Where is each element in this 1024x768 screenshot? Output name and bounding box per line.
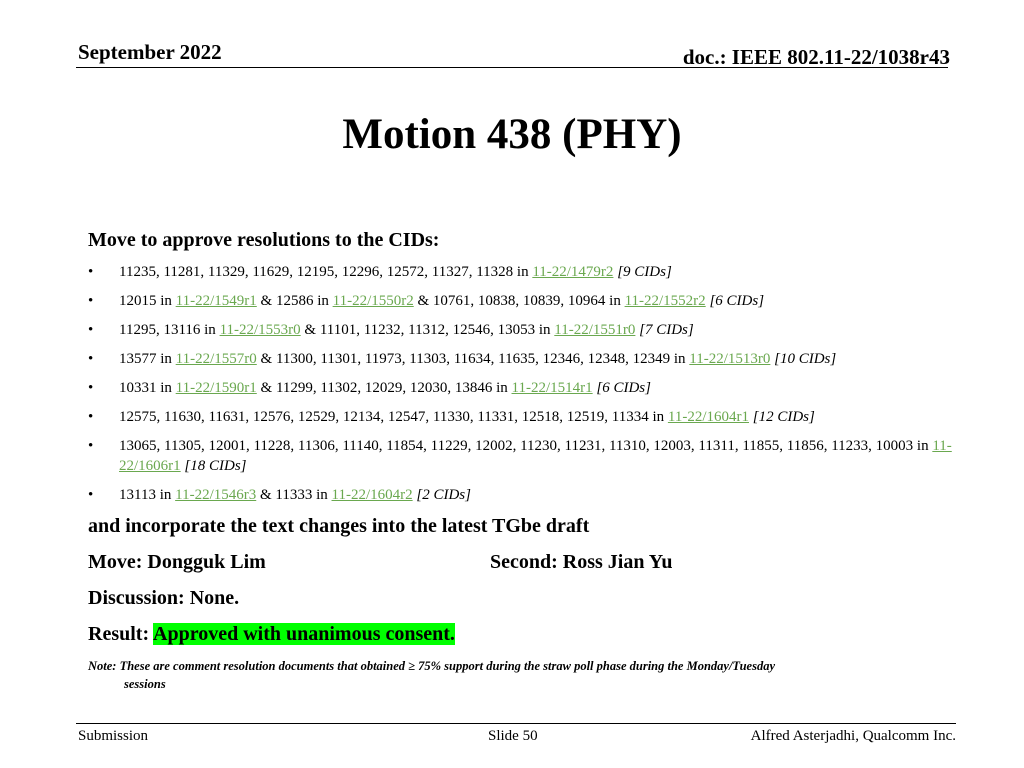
cid-text: 11295, 13116 in: [119, 322, 220, 338]
cid-text: 13113 in: [119, 487, 176, 503]
cid-text: 12575, 11630, 11631, 12576, 12529, 12134, 12547, 11330, 11331, 12518, 12519, 11334 in: [119, 409, 668, 425]
cid-item: [88, 262, 958, 282]
document-link[interactable]: 11-22/1604r2: [331, 487, 413, 503]
bullet-icon: •: [88, 264, 94, 280]
document-link[interactable]: 11-22/1546r3: [175, 487, 257, 503]
document-link[interactable]: 11-22/1550r2: [332, 293, 414, 309]
discussion-text: Discussion: None.: [88, 587, 240, 609]
move-text: Move: Dongguk Lim: [88, 551, 266, 573]
cid-item: [88, 291, 958, 311]
document-link[interactable]: 11-22/1606r1: [119, 438, 952, 474]
cid-count: [6 CIDs]: [709, 293, 765, 309]
cid-item: [88, 436, 958, 476]
bullet-icon: •: [88, 487, 94, 503]
cid-text: & 11101, 11232, 11312, 12546, 13053 in: [300, 322, 555, 338]
header-date: September 2022: [78, 40, 222, 64]
bullet-icon: •: [88, 351, 94, 367]
cid-item: [88, 349, 958, 369]
document-link[interactable]: 11-22/1551r0: [554, 322, 636, 338]
document-link[interactable]: 11-22/1549r1: [175, 293, 257, 309]
cid-text: 13065, 11305, 12001, 11228, 11306, 11140, 11854, 11229, 12002, 11230, 11231, 11310, 12003, 11311, 11855, 11856, 11233, 10003 in: [119, 438, 933, 454]
move-second-row: [88, 550, 958, 574]
cid-item: [88, 378, 958, 398]
result-row: [88, 622, 958, 646]
document-link[interactable]: 11-22/1590r1: [175, 380, 257, 396]
cid-text: & 10761, 10838, 10839, 10964 in: [413, 293, 625, 309]
document-link[interactable]: 11-22/1514r1: [511, 380, 593, 396]
cid-item: [88, 320, 958, 340]
slide-body: [88, 229, 958, 693]
document-link[interactable]: 11-22/1479r2: [532, 264, 614, 280]
footer-author: Alfred Asterjadhi, Qualcomm Inc.: [750, 728, 956, 744]
cid-count: [12 CIDs]: [752, 409, 815, 425]
footer-slide-number: Slide 50: [488, 728, 538, 744]
cid-item: [88, 485, 958, 505]
bullet-icon: •: [88, 380, 94, 396]
footer-rule: [76, 723, 956, 724]
cid-count: [9 CIDs]: [617, 264, 672, 280]
document-link[interactable]: 11-22/1557r0: [175, 351, 257, 367]
result-label: Result:: [88, 623, 153, 645]
cid-text: 10331 in: [119, 380, 176, 396]
cid-count: [10 CIDs]: [774, 351, 837, 367]
cid-text: 13577 in: [119, 351, 176, 367]
cid-count: [18 CIDs]: [184, 458, 247, 474]
document-link[interactable]: 11-22/1553r0: [219, 322, 301, 338]
cid-count: [6 CIDs]: [596, 380, 651, 396]
note-line-1: Note: These are comment resolution documents that obtained ≥ 75% support during the straw poll phase during the Monday/Tuesday: [88, 659, 776, 673]
cid-text: & 11299, 11302, 12029, 12030, 13846 in: [256, 380, 512, 396]
header-doc-id: doc.: IEEE 802.11-22/1038r43: [682, 45, 950, 69]
result-value: Approved with unanimous consent.: [153, 623, 455, 645]
bullet-icon: •: [88, 293, 94, 309]
incorporate-text: and incorporate the text changes into the latest TGbe draft: [88, 515, 590, 537]
bullet-icon: •: [88, 322, 94, 338]
header-rule: [76, 67, 948, 68]
cid-list: [88, 262, 958, 505]
motion-lead: Move to approve resolutions to the CIDs:: [88, 229, 440, 251]
bullet-icon: •: [88, 409, 94, 425]
cid-count: [7 CIDs]: [639, 322, 694, 338]
cid-item: [88, 407, 958, 427]
cid-text: & 11300, 11301, 11973, 11303, 11634, 11635, 12346, 12348, 12349 in: [256, 351, 690, 367]
document-link[interactable]: 11-22/1552r2: [624, 293, 706, 309]
cid-text: 12015 in: [119, 293, 176, 309]
cid-text: 11235, 11281, 11329, 11629, 12195, 12296, 12572, 11327, 11328 in: [119, 264, 533, 280]
second-text: Second: Ross Jian Yu: [490, 551, 673, 573]
cid-text: & 12586 in: [256, 293, 333, 309]
bullet-icon: •: [88, 438, 94, 454]
document-link[interactable]: 11-22/1513r0: [689, 351, 771, 367]
note-line-2: sessions: [124, 677, 166, 691]
cid-text: & 11333 in: [256, 487, 332, 503]
cid-count: [2 CIDs]: [416, 487, 471, 503]
slide-title: Motion 438 (PHY): [342, 111, 682, 158]
footer-submission: Submission: [78, 728, 149, 744]
document-link[interactable]: 11-22/1604r1: [667, 409, 749, 425]
note-text: [88, 657, 958, 693]
